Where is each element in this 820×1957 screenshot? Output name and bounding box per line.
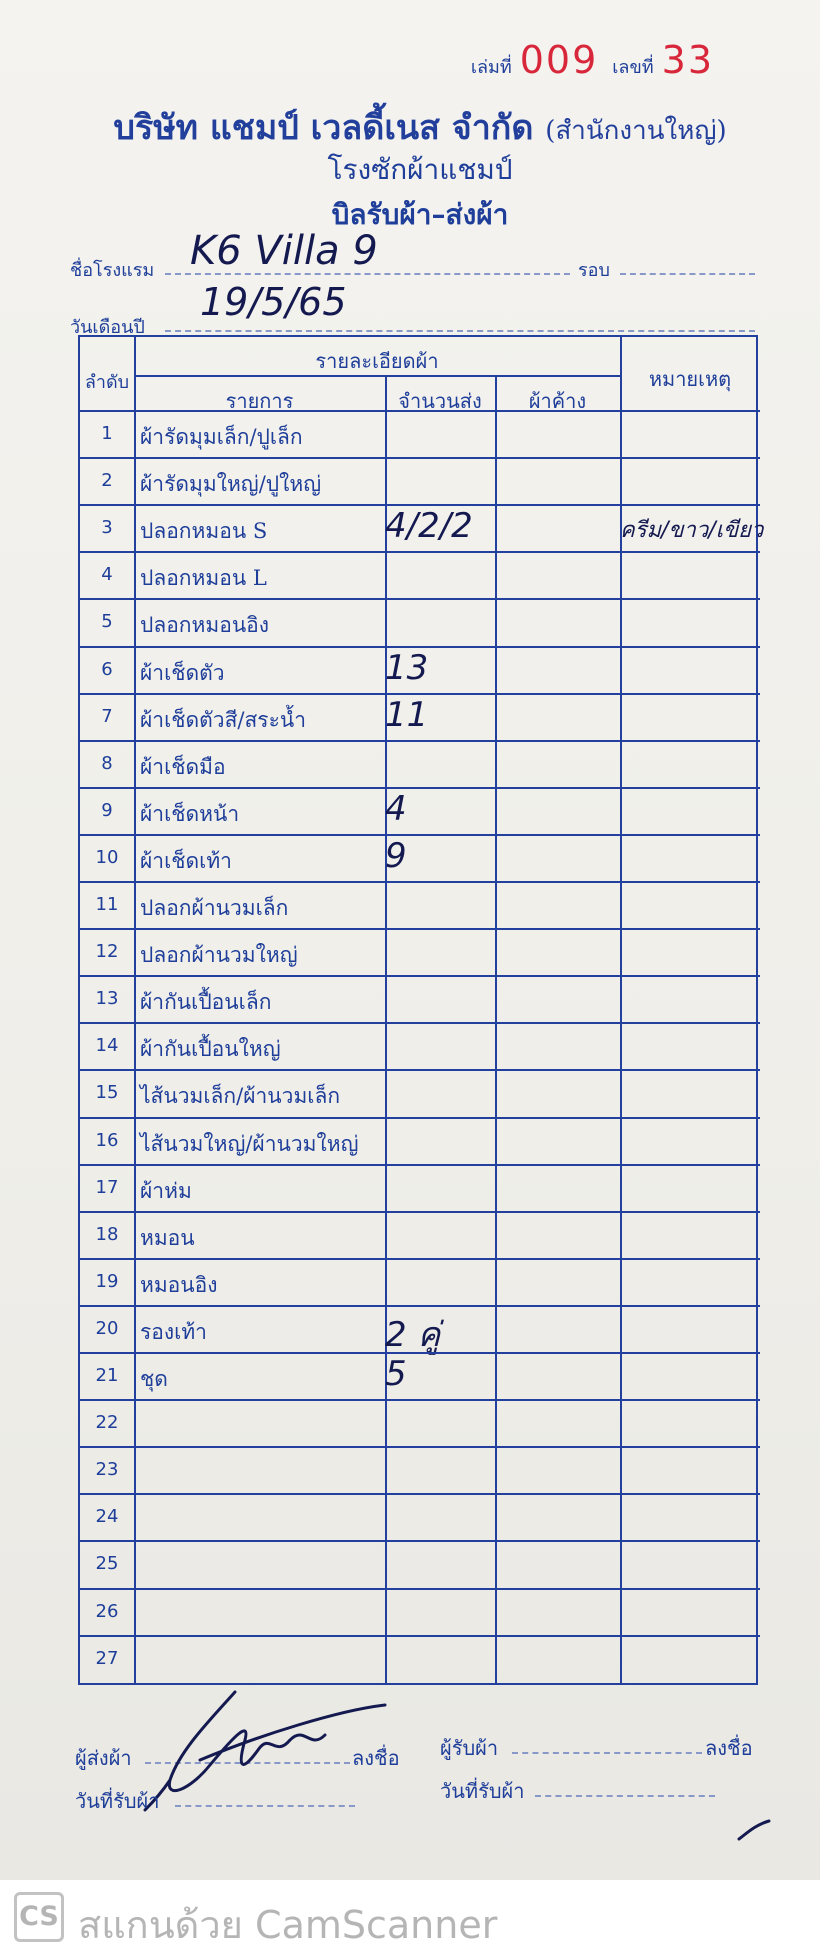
row-number: 24 <box>95 1506 119 1528</box>
table-row <box>80 1493 760 1540</box>
row-number: 11 <box>95 894 119 915</box>
table-row <box>80 1588 760 1635</box>
table-row <box>80 1022 760 1069</box>
row-number: 25 <box>95 1553 119 1575</box>
receiver-date-dotline <box>535 1795 715 1797</box>
row-item-name: ผ้าเช็ดมือ <box>140 754 226 779</box>
table-row <box>80 457 760 504</box>
row-number: 6 <box>101 658 113 680</box>
row-number: 3 <box>101 517 113 539</box>
row-item-name: ผ้ากันเปื้อนเล็ก <box>140 990 272 1015</box>
header-detail: รายละเอียดผ้า <box>315 349 439 373</box>
row-item-name: ผ้ารัดมุมเล็ก/ปูเล็ก <box>140 425 303 449</box>
table-row <box>80 410 760 457</box>
row-item-name: ปลอกหมอนอิง <box>140 613 270 638</box>
table-row <box>80 1305 760 1355</box>
table-row <box>80 1635 760 1682</box>
table-row <box>80 1446 760 1493</box>
receiver-sign-label: ลงชื่อ <box>705 1736 753 1760</box>
table-row <box>80 1540 760 1587</box>
row-item-name: ผ้าเช็ดหน้า <box>140 801 240 826</box>
table-row <box>80 693 760 740</box>
receiver-label: ผู้รับผ้า <box>440 1736 499 1760</box>
camscanner-logo-icon: CS <box>14 1892 64 1942</box>
linen-table <box>78 335 764 1685</box>
hotel-value: K6 Villa 9 <box>190 228 378 274</box>
bill-title: บิลรับผ้า–ส่งผ้า <box>331 198 509 231</box>
row-item-name: ไส้นวมเล็ก/ผ้านวมเล็ก <box>140 1084 341 1109</box>
row-item-name: ปลอกผ้านวมใหญ่ <box>140 943 298 968</box>
row-quantity: 9 <box>385 835 407 876</box>
bill-number: 33 <box>661 38 714 82</box>
row-number: 5 <box>101 611 113 633</box>
row-item-name: ปลอกหมอน S <box>140 519 268 544</box>
row-number: 10 <box>95 846 119 868</box>
company-name: บริษัท แชมป์ เวลดี้เนส จำกัด <box>113 108 534 148</box>
table-row <box>80 1211 760 1258</box>
table-row <box>80 1164 760 1211</box>
receiver-dotline <box>512 1752 702 1754</box>
header-pending: ผ้าค้าง <box>528 389 587 413</box>
row-number: 1 <box>101 423 113 444</box>
row-number: 18 <box>95 1223 119 1245</box>
row-item-name: ผ้ารัดมุมใหญ่/ปูใหญ่ <box>140 472 322 497</box>
row-number: 19 <box>95 1270 119 1292</box>
header-item: รายการ <box>225 389 294 413</box>
book-label: เล่มที่ <box>470 57 512 78</box>
header-qty: จำนวนส่ง <box>398 389 482 413</box>
row-note: ครีม/ขาว/เขียว <box>620 518 764 544</box>
row-number: 7 <box>101 705 113 727</box>
table-row <box>80 834 760 881</box>
row-item-name: ผ้ากันเปื้อนใหญ่ <box>140 1037 281 1062</box>
row-item-name: ผ้าเช็ดเท้า <box>140 848 232 873</box>
row-item-name: หมอน <box>140 1225 195 1250</box>
row-number: 15 <box>95 1082 119 1104</box>
camscanner-footer <box>0 1880 820 1957</box>
row-number: 20 <box>95 1317 119 1339</box>
camscanner-text: สแกนด้วย CamScanner <box>78 1903 498 1947</box>
row-item-name: ปลอกผ้านวมเล็ก <box>140 896 289 920</box>
sender-label: ผู้ส่งผ้า <box>75 1746 132 1770</box>
row-number: 22 <box>95 1412 119 1434</box>
row-quantity: 4/2/2 <box>385 506 473 547</box>
receiver-date-label: วันที่รับผ้า <box>440 1779 525 1803</box>
row-item-name: รองเท้า <box>140 1319 207 1344</box>
row-number: 2 <box>101 470 113 492</box>
row-item-name: ผ้าเช็ดตัว <box>140 660 225 685</box>
book-number-row <box>471 38 720 82</box>
row-quantity: 13 <box>385 647 429 688</box>
header-no: ลำดับ <box>84 372 130 393</box>
row-item-name: ไส้นวมใหญ่/ผ้านวมใหญ่ <box>140 1131 359 1156</box>
table-row <box>80 551 760 598</box>
factory-name: โรงซักผ้าแชมป์ <box>327 153 513 186</box>
table-row <box>80 1399 760 1446</box>
number-label: เลขที่ <box>612 57 654 78</box>
row-item-name: หมอนอิง <box>140 1272 218 1297</box>
date-value: 19/5/65 <box>200 280 347 324</box>
table-row <box>80 1069 760 1116</box>
row-quantity: 5 <box>385 1354 407 1394</box>
row-item-name: ปลอกหมอน L <box>140 566 267 591</box>
table-row <box>80 1352 760 1399</box>
date-label: วันเดือนปี <box>70 317 145 338</box>
row-number: 26 <box>95 1600 119 1622</box>
table-row <box>80 1258 760 1305</box>
table-row <box>80 598 760 645</box>
row-number: 13 <box>95 988 119 1010</box>
row-number: 23 <box>95 1459 119 1481</box>
sender-date-label: วันที่รับผ้า <box>75 1789 160 1813</box>
round-label: รอบ <box>578 260 610 281</box>
table-row <box>80 881 760 928</box>
row-number: 4 <box>101 564 113 586</box>
row-quantity: 2 คู่ <box>385 1314 441 1355</box>
company-header <box>100 100 740 154</box>
pen-mark <box>735 1815 775 1845</box>
sender-sign-label: ลงชื่อ <box>352 1746 400 1770</box>
date-dotline <box>165 330 755 332</box>
header-note: หมายเหตุ <box>648 367 732 391</box>
row-number: 8 <box>101 752 113 774</box>
hotel-label: ชื่อโรงแรม <box>70 260 155 281</box>
row-number: 27 <box>95 1647 119 1669</box>
row-number: 21 <box>95 1365 119 1386</box>
row-number: 17 <box>95 1176 119 1198</box>
table-row <box>80 740 760 787</box>
table-row <box>80 975 760 1022</box>
table-row <box>80 928 760 975</box>
row-quantity: 11 <box>385 694 429 735</box>
row-number: 9 <box>101 799 113 821</box>
sender-date-dotline <box>175 1805 355 1807</box>
round-dotline <box>620 273 755 275</box>
book-number: 009 <box>519 38 599 82</box>
row-item-name: ผ้าห่ม <box>140 1178 192 1203</box>
row-number: 14 <box>95 1035 119 1057</box>
table-row <box>80 1117 760 1164</box>
row-item-name: ชุด <box>140 1367 168 1391</box>
row-item-name: ผ้าเช็ดตัวสี/สระน้ำ <box>140 707 307 732</box>
table-row <box>80 504 764 551</box>
row-quantity: 4 <box>385 788 407 829</box>
row-number: 16 <box>95 1129 119 1151</box>
company-branch: (สำนักงานใหญ่) <box>545 116 727 146</box>
row-number: 12 <box>95 941 119 963</box>
table-row <box>80 787 760 834</box>
table-row <box>80 646 760 693</box>
